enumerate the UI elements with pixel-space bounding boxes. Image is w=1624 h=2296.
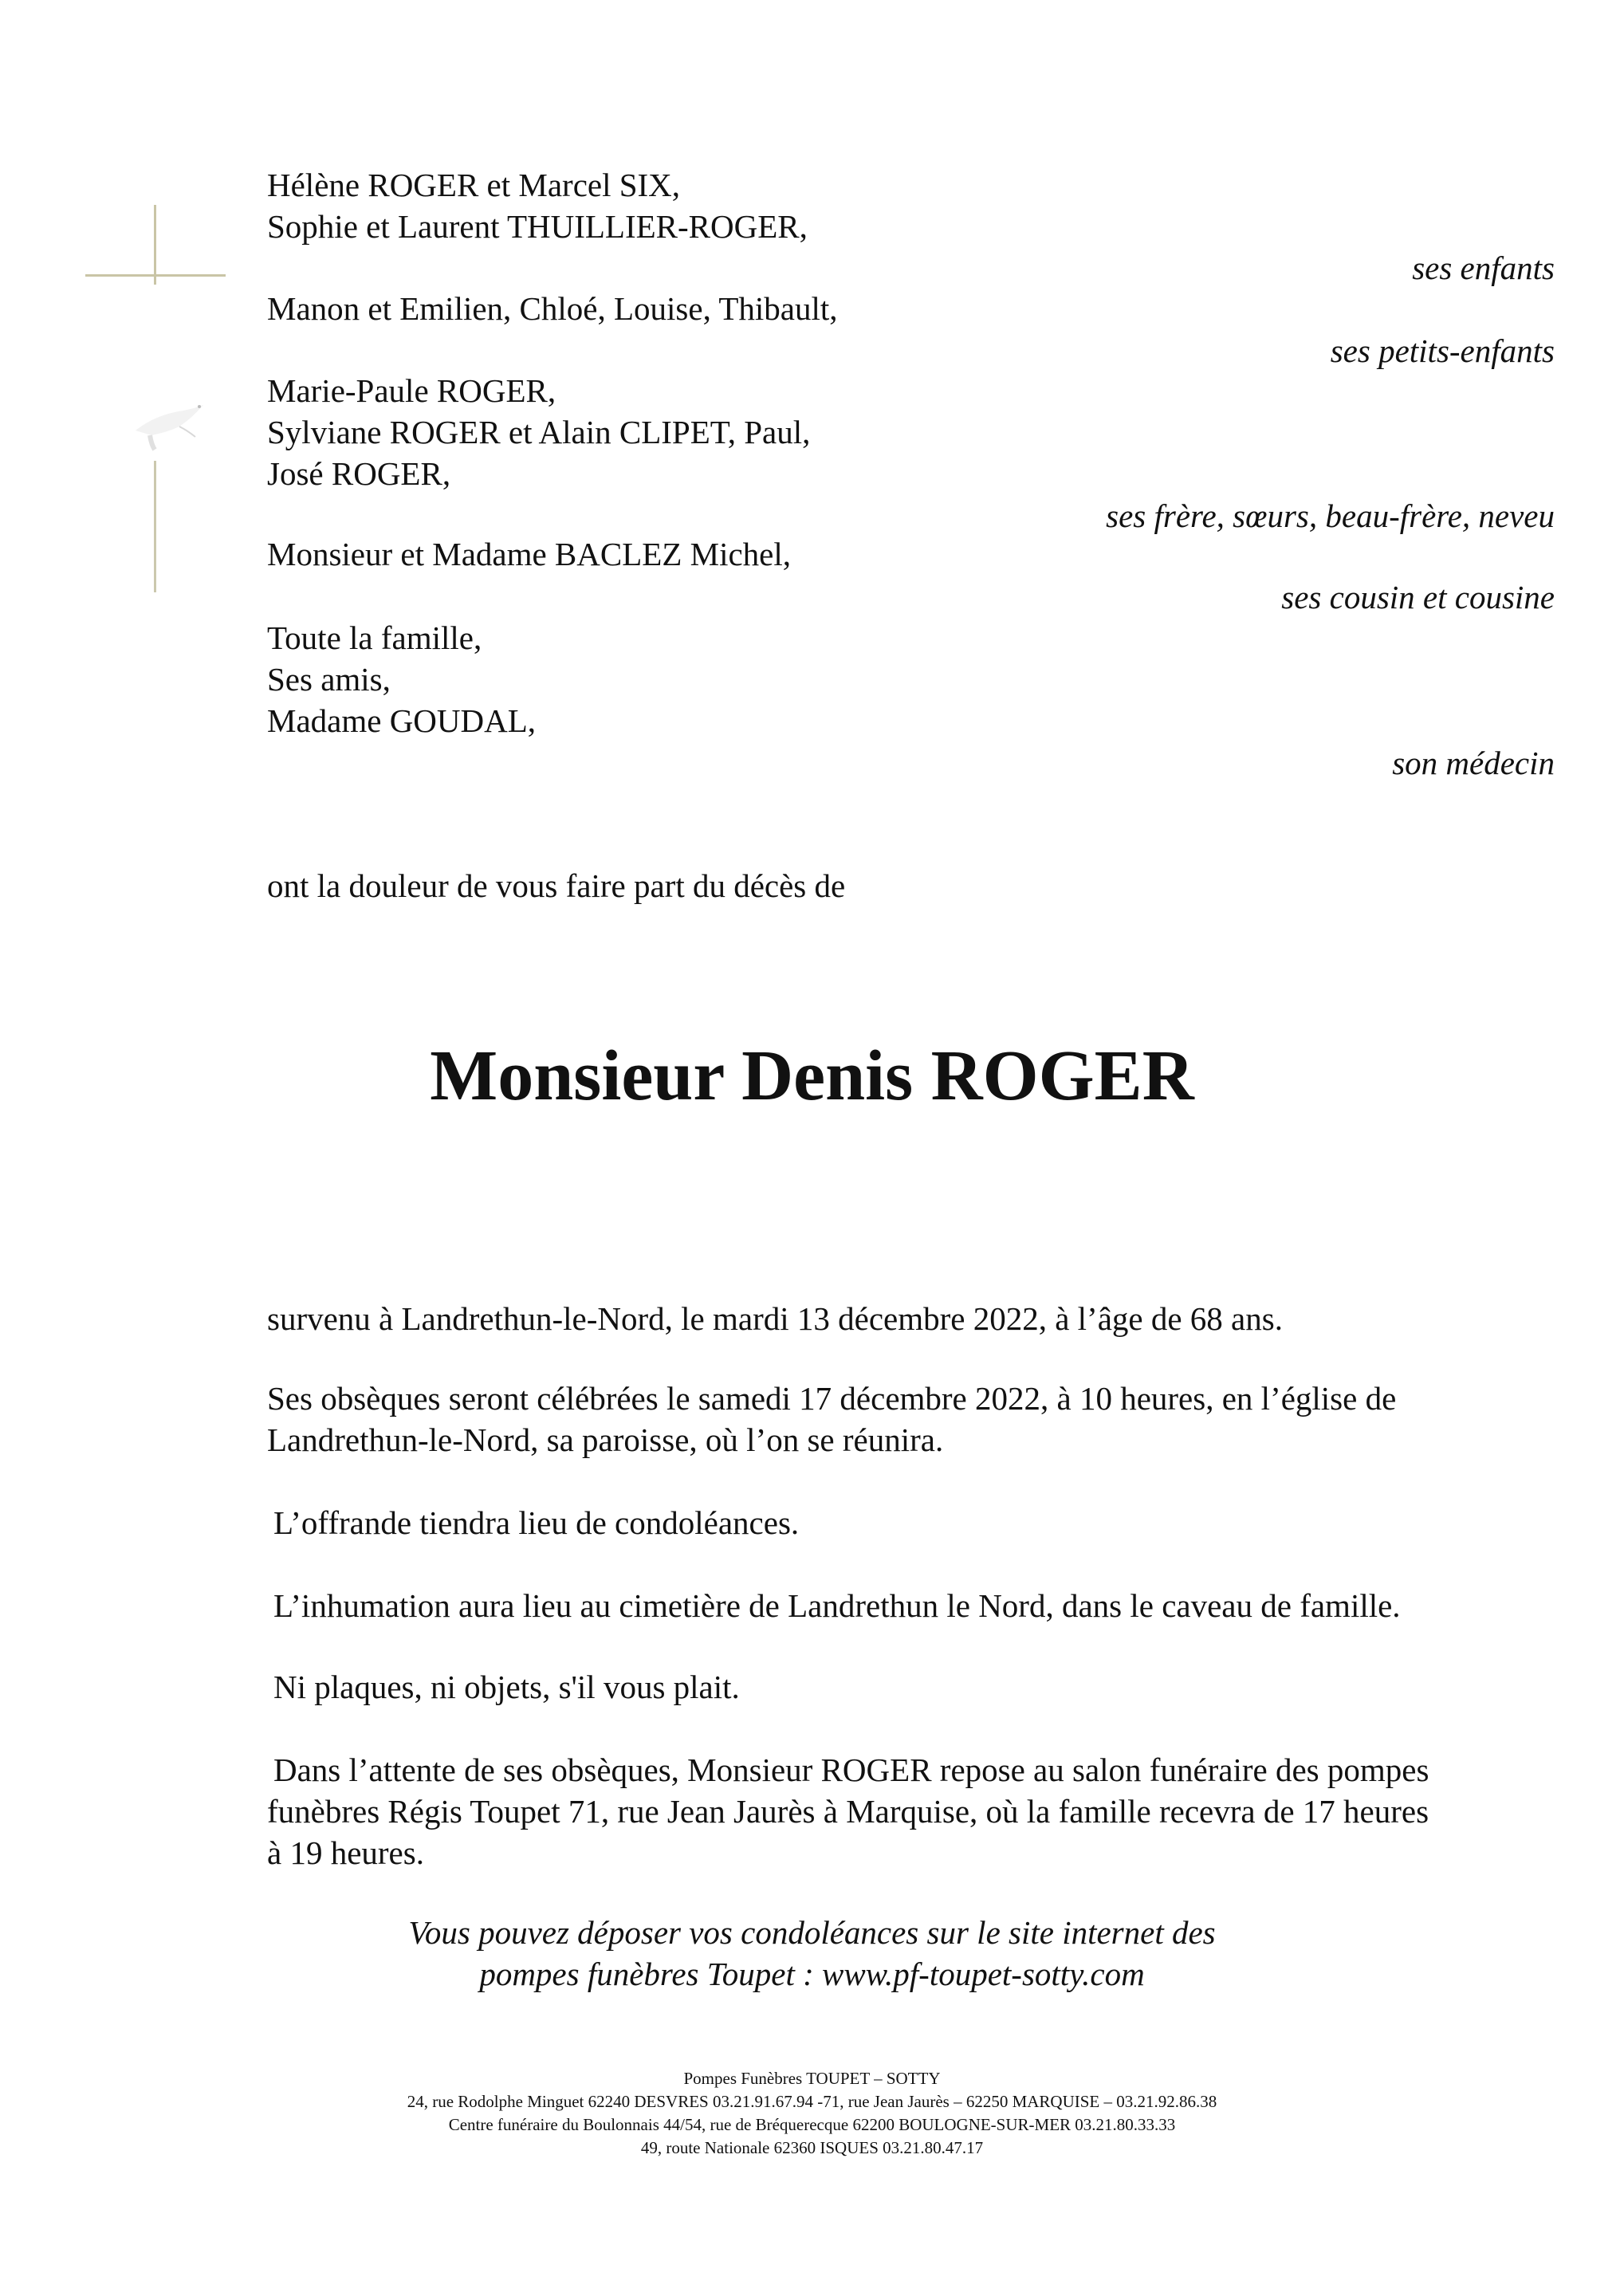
footer-address: 49, route Nationale 62360 ISQUES 03.21.80.47.17: [640, 2138, 984, 2157]
dove-icon: [120, 383, 215, 462]
cross-icon-bar: [85, 274, 226, 277]
family-name-line: Ses amis,: [267, 661, 391, 698]
cross-icon-stem: [154, 461, 156, 592]
viewing-paragraph-line: Dans l’attente de ses obsèques, Monsieur ROGER repose au salon funéraire des pompes: [273, 1751, 1429, 1788]
footer-address: 24, rue Rodolphe Minguet 62240 DESVRES 03.21.91.67.94 -71, rue Jean Jaurès – 62250 MARQUISE – 03.21.92.86.38: [407, 2092, 1217, 2111]
funeral-paragraph-line: Ses obsèques seront célébrées le samedi 17 décembre 2022, à 10 heures, en l’église de: [267, 1380, 1397, 1417]
footer-company: Pompes Funèbres TOUPET – SOTTY: [683, 2069, 941, 2088]
footer-address: Centre funéraire du Boulonnais 44/54, rue de Bréquerecque 62200 BOULOGNE-SUR-MER 03.21.80.33.33: [448, 2115, 1176, 2134]
offering-paragraph: L’offrande tiendra lieu de condoléances.: [273, 1504, 800, 1541]
relation-label: ses enfants: [1412, 250, 1555, 286]
family-name-line: Sophie et Laurent THUILLIER-ROGER,: [267, 208, 808, 245]
cross-icon: [154, 205, 156, 285]
relation-label: ses frère, sœurs, beau-frère, neveu: [1106, 497, 1555, 534]
burial-paragraph: L’inhumation aura lieu au cimetière de Landrethun le Nord, dans le caveau de famille.: [273, 1587, 1401, 1624]
death-paragraph: survenu à Landrethun-le-Nord, le mardi 13 décembre 2022, à l’âge de 68 ans.: [267, 1300, 1283, 1337]
relation-label: ses petits-enfants: [1330, 332, 1555, 369]
viewing-paragraph-line: à 19 heures.: [267, 1834, 424, 1871]
family-name-line: Marie-Paule ROGER,: [267, 372, 556, 409]
funeral-paragraph-line: Landrethun-le-Nord, sa paroisse, où l’on se réunira.: [267, 1421, 944, 1458]
family-name-line: José ROGER,: [267, 455, 451, 492]
relation-label: ses cousin et cousine: [1281, 579, 1555, 615]
family-name-line: Manon et Emilien, Chloé, Louise, Thibault,: [267, 290, 838, 327]
family-name-line: Madame GOUDAL,: [267, 702, 537, 739]
family-name-line: Hélène ROGER et Marcel SIX,: [267, 167, 681, 203]
relation-label: son médecin: [1392, 745, 1555, 781]
condolences-note-link[interactable]: pompes funèbres Toupet : www.pf-toupet-sotty.com: [479, 1956, 1145, 1992]
family-name-line: Toute la famille,: [267, 619, 482, 656]
no-plaques-paragraph: Ni plaques, ni objets, s'il vous plait.: [273, 1669, 740, 1705]
viewing-paragraph-line: funèbres Régis Toupet 71, rue Jean Jaurès à Marquise, où la famille recevra de 17 heures: [267, 1793, 1429, 1830]
family-name-line: Sylviane ROGER et Alain CLIPET, Paul,: [267, 414, 811, 450]
family-name-line: Monsieur et Madame BACLEZ Michel,: [267, 536, 792, 572]
condolences-note-line: Vous pouvez déposer vos condoléances sur le site internet des: [408, 1914, 1216, 1951]
deceased-name: Monsieur Denis ROGER: [430, 1036, 1194, 1115]
announcement-text: ont la douleur de vous faire part du décès de: [267, 867, 846, 904]
